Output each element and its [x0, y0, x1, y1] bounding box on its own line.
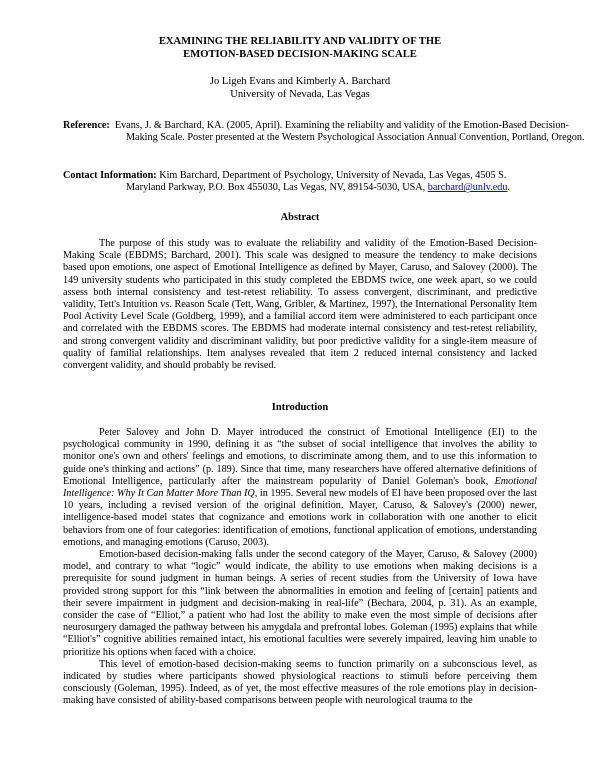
contact-label: Contact Information:	[63, 170, 157, 181]
title-line-1: EXAMINING THE RELIABILITY AND VALIDITY OF THE	[158, 36, 442, 47]
intro-paragraph-3: This level of emotion-based decision-making seems to function primarily on a subconscious level, as indicated by studies where participants showed physiological reactions to stimuli before perceiving them consciously (Goleman, 1995). Indeed, as of yet, the most effective measures of the role emotions play in decision-making have consisted of ability-based comparisons between people with neurological trauma to the	[63, 658, 537, 707]
reference-label: Reference:	[63, 120, 110, 131]
contact-block	[63, 170, 537, 194]
intro-paragraph-1	[63, 427, 537, 549]
contact-text-line1: Kim Barchard, Department of Psychology, University of Nevada, Las Vegas, 4505 S.	[159, 170, 507, 181]
authors: Jo Ligeh Evans and Kimberly A. Barchard	[209, 76, 391, 87]
intro-p1-a: Peter Salovey and John D. Mayer introduced the construct of Emotional Intelligence (EI) to the psychological community in 1990, defining it as “the subset of social intelligence that involves the ability to monitor one's own and others' feelings and emotions, to discriminate among them, and to use this information to guide one's thinking and actions” (p. 189). Since that time, many researchers have offered alternative definitions of Emotional Intelligence, particularly after the mainstream popularity of Daniel Goleman's book,	[63, 427, 537, 487]
introduction-heading: Introduction	[271, 402, 329, 413]
intro-paragraph-2: Emotion-based decision-making falls under the second category of the Mayer, Caruso, & Salovey (2000) model, and contrary to what “logic” would indicate, the ability to use emotions when making decisions is a prerequisite for sound judgment in human beings. A series of recent studies from the University of Iowa have provided strong support for this “link between the abnormalities in emotion and feeling of [certain] patients and their severe impairment in judgment and decision-making in real-life” (Bechara, 2004, p. 31). As an example, consider the case of “Elliot,” a patient who had lost the ability to make even the most simple of decisions after neurosurgery damaged the pathway between his amygdala and prefrontal lobes. Goleman (1995) explains that while “Elliot's” cognitive abilities remained intact, his emotional faculties were severely impaired, leaving him unable to prioritize his options when faced with a choice.	[63, 549, 537, 658]
reference-text: Evans, J. & Barchard, KA. (2005, April). Examining the reliabilty and validity of the Emotion-Based Decision-Making Scale. Poster presented at the Western Psychological Association Annual Convention, Portland, Oregon.	[114, 120, 585, 144]
introduction-body	[63, 427, 537, 708]
author-block	[63, 76, 537, 101]
abstract-text: The purpose of this study was to evaluate the reliability and validity of the Emotion-Based Decision-Making Scale (EBDMS; Barchard, 2001). This scale was designed to measure the tendency to make decisions based upon emotions, one aspect of Emotional Intelligence as defined by Mayer, Caruso, and Salovey (2000). The 149 university students who participated in this study completed the EBDMS twice, one week apart, so we could assess both internal consistency and test-retest reliability. To assess convergent, discriminant, and predictive validity, Tett's Intuition vs. Reason Scale (Tett, Wang, Gribler, & Martinez, 1997), the International Personality Item Pool Activity Level Scale (Goldberg, 1999), and a familial accord item were administered to each participant once and correlated with the EBDMS scores. The EBDMS had moderate internal consistency and test-retest reliability, and strong convergent validity and discriminant validity, but poor predictive validity for a single-item measure of quality of familial relationships. Item analyses revealed that item 2 reduced internal consistency and lacked convergent validity, and should probably be revised.	[63, 238, 537, 372]
intro-p1-b: , in 1995. Several new models of EI have been proposed over the last 10 years, including a revised version of the original definition. Mayer, Caruso, & Salovey's (2000) newer, intelligence-based model states that cognizance and emotions work in collaboration with one another to elicit behaviors from one of four categories: identification of emotions, functional application of emotions, understanding emotions, and managing emotions (Caruso, 2003).	[63, 488, 537, 548]
contact-text-line2: Maryland Parkway, P.O. Box 455030, Las Vegas, NV, 89154-5030, USA,	[126, 182, 426, 194]
paper-title	[63, 36, 537, 61]
reference-block	[63, 120, 600, 144]
affiliation: University of Nevada, Las Vegas	[230, 88, 370, 100]
book-title: Emotional Intelligence: Why It Can Matter More Than IQ	[63, 475, 538, 500]
contact-trailing: .	[507, 182, 511, 194]
abstract-heading: Abstract	[280, 212, 320, 223]
email-link[interactable]: barchard@unlv.edu	[427, 182, 508, 194]
title-line-2: EMOTION-BASED DECISION-MAKING SCALE	[183, 48, 417, 60]
